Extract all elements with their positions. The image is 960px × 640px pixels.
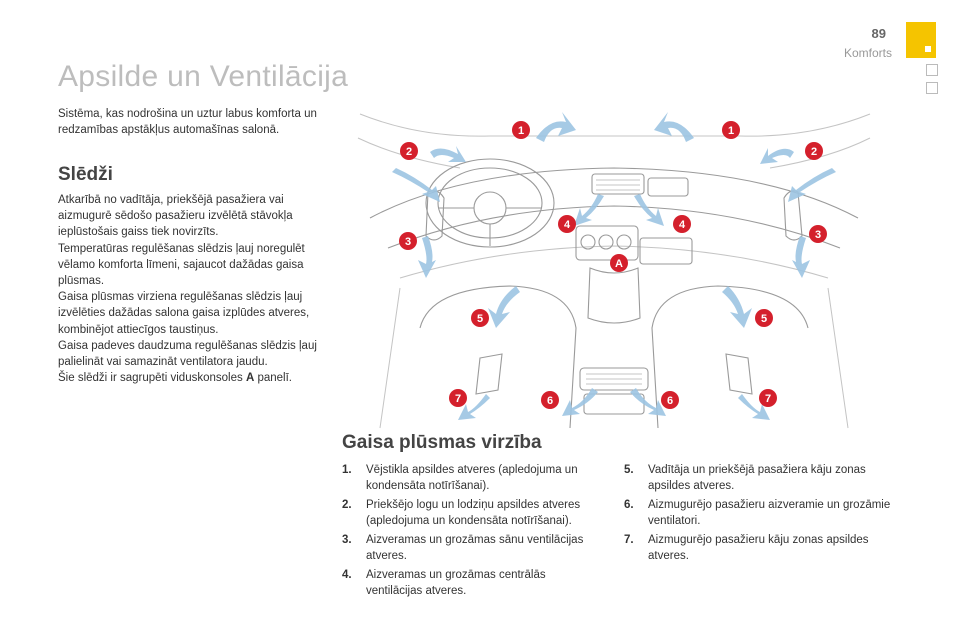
badge-4-left [558, 215, 576, 233]
controls-text [58, 192, 326, 386]
badge-2-right [805, 142, 823, 160]
item-text: Vējstikla apsildes atveres (apledojuma un kondensāta notīrīšanai). [366, 464, 578, 492]
item-number: 6. [624, 499, 634, 511]
text-span: Šie slēdži ir sagrupēti viduskonsoles [58, 372, 246, 385]
list-item [342, 567, 604, 599]
page-title: Apsilde un Ventilācija [58, 60, 349, 93]
list-item [624, 497, 892, 529]
text-span: panelī. [254, 372, 292, 385]
svg-text:1: 1 [727, 125, 735, 137]
badge-A [610, 254, 628, 272]
airflow-list-right [624, 462, 892, 567]
badge-2-left [400, 142, 418, 160]
controls-paragraph [58, 370, 326, 386]
controls-paragraph: Temperatūras regulēšanas slēdzis ļauj noregulēt vēlamo komforta līmeni, sajaucot dažādas gaisa plūsmas. [58, 242, 305, 288]
item-text: Aizmugurējo pasažieru aizveramie un grozāmie ventilatori. [648, 499, 891, 527]
svg-text:2: 2 [405, 146, 413, 158]
badge-1-left [512, 121, 530, 139]
badge-4-right [673, 215, 691, 233]
svg-text:7: 7 [454, 393, 462, 405]
svg-text:5: 5 [760, 313, 768, 325]
section-label: Komforts [843, 46, 892, 60]
badge-5-left [471, 309, 489, 327]
chapter-tab-active[interactable] [906, 22, 936, 58]
svg-text:3: 3 [814, 229, 822, 241]
cabin-airflow-diagram [340, 108, 888, 430]
badge-6-right [661, 391, 679, 409]
svg-text:2: 2 [810, 146, 818, 158]
svg-text:4: 4 [678, 219, 686, 231]
item-text: Vadītāja un priekšējā pasažiera kāju zonas apsildes atveres. [648, 464, 866, 492]
item-text: Aizveramas un grozāmas sānu ventilācijas atveres. [366, 534, 584, 562]
item-number: 7. [624, 534, 634, 546]
badge-3-left [399, 232, 417, 250]
item-text: Priekšējo logu un lodziņu apsildes atveres (apledojuma un kondensāta notīrīšanai). [366, 499, 581, 527]
controls-heading: Slēdži [58, 164, 113, 185]
controls-paragraph: Gaisa plūsmas virziena regulēšanas slēdzis ļauj izvēlēties dažādas salona gaisa izplūdes atveres, kombinējot attiecīgos taustiņus. [58, 291, 310, 336]
item-number: 1. [342, 464, 352, 476]
badge-1-right [722, 121, 740, 139]
airflow-list-left [342, 462, 604, 602]
svg-text:6: 6 [666, 395, 674, 407]
svg-text:1: 1 [517, 125, 525, 137]
airflow-heading: Gaisa plūsmas virzība [342, 432, 542, 453]
item-text: Aizmugurējo pasažieru kāju zonas apsildes atveres. [648, 534, 869, 562]
controls-paragraph: Gaisa padeves daudzuma regulēšanas slēdzis ļauj palielināt vai samazināt ventilatora jaudu. [58, 339, 317, 369]
svg-text:A: A [615, 258, 623, 270]
svg-text:7: 7 [764, 393, 772, 405]
panel-letter: A [245, 372, 255, 385]
item-number: 2. [342, 499, 352, 511]
chapter-tab[interactable] [926, 82, 938, 94]
item-number: 3. [342, 534, 352, 546]
svg-text:4: 4 [563, 219, 571, 231]
page-number: 89 [871, 26, 886, 41]
item-number: 5. [624, 464, 634, 476]
badge-6-left [541, 391, 559, 409]
list-item [342, 497, 604, 529]
intro-text: Sistēma, kas nodrošina un uztur labus komforta un redzamības apstākļus automašīnas salonā. [58, 108, 317, 136]
item-number: 4. [342, 569, 352, 581]
badge-3-right [809, 225, 827, 243]
list-item [342, 532, 604, 564]
list-item [624, 532, 892, 564]
badge-7-left [449, 389, 467, 407]
svg-text:5: 5 [476, 313, 484, 325]
badge-5-right [755, 309, 773, 327]
chapter-tab[interactable] [926, 64, 938, 76]
list-item [624, 462, 892, 494]
controls-paragraph: Atkarībā no vadītāja, priekšējā pasažiera vai aizmugurē sēdošo pasažieru izvēlētā stāvokļa ieplūstošais gaiss tiek novirzīts. [58, 194, 293, 239]
list-item [342, 462, 604, 494]
svg-text:6: 6 [546, 395, 554, 407]
svg-text:3: 3 [404, 236, 412, 248]
item-text: Aizveramas un grozāmas centrālās ventilācijas atveres. [366, 569, 546, 597]
badge-7-right [759, 389, 777, 407]
